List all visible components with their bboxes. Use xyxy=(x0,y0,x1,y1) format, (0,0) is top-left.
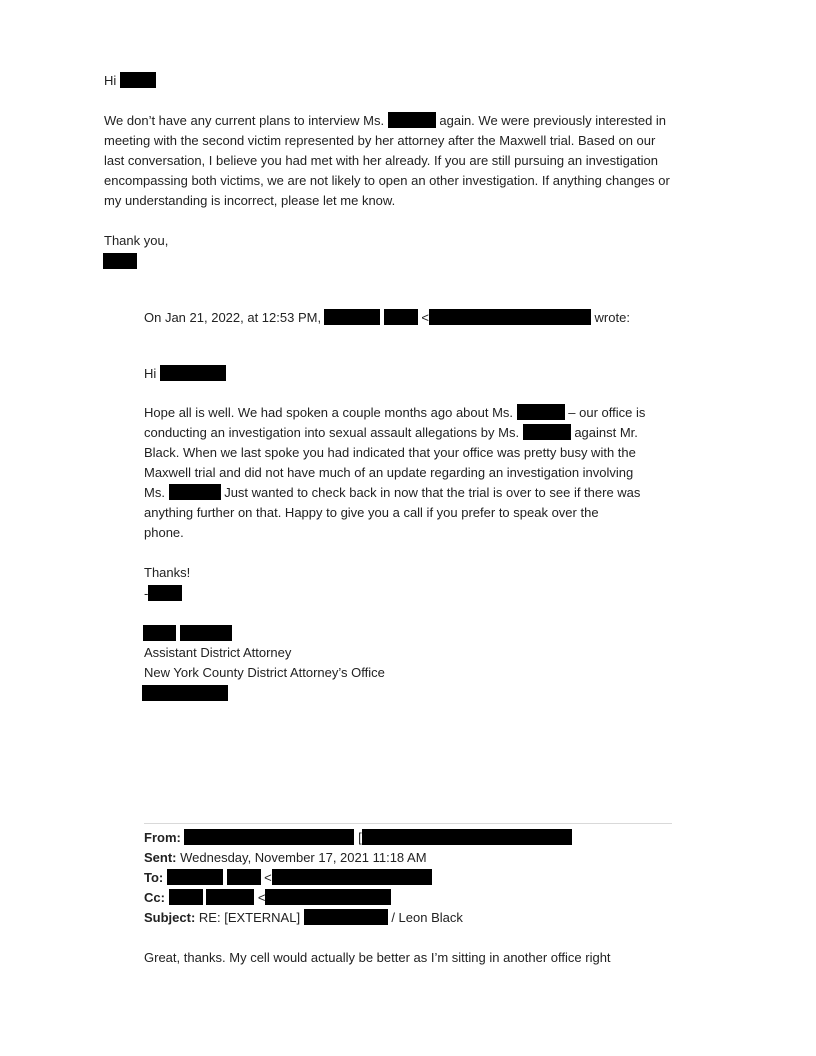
redaction-box xyxy=(167,869,223,885)
redaction-box xyxy=(180,625,232,641)
quoted-paragraph-line-2 xyxy=(144,423,638,443)
to-label: To: xyxy=(144,870,164,885)
reply-greeting-text: Hi xyxy=(104,73,117,88)
quoted-greeting-text: Hi xyxy=(144,366,157,381)
redaction-box xyxy=(517,404,565,420)
reply-paragraph-line-1 xyxy=(104,111,666,131)
subject-row xyxy=(144,908,463,928)
quoted-paragraph-line-7: phone. xyxy=(144,525,184,540)
from-bracket: [ xyxy=(358,830,362,845)
cc-bracket: < xyxy=(257,890,266,905)
reply-paragraph-line-3: last conversation, I believe you had met with her already. If you are still pursuing an investigation xyxy=(104,153,659,168)
cc-row xyxy=(144,888,391,908)
redaction-box xyxy=(523,424,571,440)
paragraph-text: – our office is xyxy=(568,405,646,420)
redaction-box xyxy=(148,585,182,601)
redaction-box xyxy=(206,889,254,905)
quoted-header-suffix: wrote: xyxy=(594,310,630,325)
quoted-header xyxy=(144,308,630,328)
signature-title: Assistant District Attorney xyxy=(144,645,292,660)
to-bracket: < xyxy=(264,870,272,885)
quoted-paragraph-line-1 xyxy=(144,403,645,423)
quoted-paragraph-line-5 xyxy=(144,483,640,503)
subject-prefix: RE: [EXTERNAL] xyxy=(198,910,301,925)
paragraph-text: Just wanted to check back in now that the trial is over to see if there was xyxy=(224,485,641,500)
signature-contact xyxy=(142,684,228,704)
quoted-signoff: Thanks! xyxy=(144,565,191,580)
quoted-header-prefix: On Jan 21, 2022, at 12:53 PM, xyxy=(144,310,322,325)
redaction-box xyxy=(388,112,436,128)
reply-signature-redaction xyxy=(103,252,137,272)
to-row xyxy=(144,868,432,888)
redaction-box xyxy=(169,484,221,500)
redaction-box xyxy=(362,829,572,845)
cc-label: Cc: xyxy=(144,890,165,905)
signature-dash: - xyxy=(144,586,149,601)
sent-label: Sent: xyxy=(144,850,177,865)
subject-label: Subject: xyxy=(144,910,196,925)
signature-office: New York County District Attorney’s Office xyxy=(144,665,385,680)
redaction-box xyxy=(143,625,176,641)
reply-paragraph-line-5: my understanding is incorrect, please let me know. xyxy=(104,193,396,208)
reply-greeting xyxy=(104,71,156,91)
redaction-box xyxy=(227,869,261,885)
subject-suffix: / Leon Black xyxy=(391,910,463,925)
quoted-paragraph-line-6: anything further on that. Happy to give you a call if you prefer to speak over the xyxy=(144,505,599,520)
signature-name xyxy=(143,624,232,644)
redaction-box xyxy=(304,909,388,925)
redaction-box xyxy=(272,869,432,885)
paragraph-text: Ms. xyxy=(144,485,165,500)
redaction-box xyxy=(429,309,591,325)
from-label: From: xyxy=(144,830,181,845)
redaction-box xyxy=(265,889,391,905)
reply-paragraph-line-2: meeting with the second victim represented by her attorney after the Maxwell trial. Based on our xyxy=(104,133,656,148)
from-row xyxy=(144,828,572,848)
message-divider xyxy=(144,823,672,824)
earlier-body-line-1: Great, thanks. My cell would actually be better as I’m sitting in another office right xyxy=(144,950,611,965)
sent-row xyxy=(144,848,427,868)
paragraph-text: conducting an investigation into sexual assault allegations by Ms. xyxy=(144,425,520,440)
redaction-box xyxy=(184,829,354,845)
reply-signoff: Thank you, xyxy=(104,233,169,248)
quoted-paragraph-line-3: Black. When we last spoke you had indicated that your office was pretty busy with the xyxy=(144,445,636,460)
quoted-sender-initial xyxy=(144,584,182,604)
reply-paragraph-line-4: encompassing both victims, we are not likely to open an other investigation. If anything changes or xyxy=(104,173,670,188)
redaction-box xyxy=(160,365,226,381)
paragraph-text: Hope all is well. We had spoken a couple months ago about Ms. xyxy=(144,405,514,420)
redaction-box xyxy=(142,685,228,701)
redaction-box xyxy=(324,309,380,325)
sent-value: Wednesday, November 17, 2021 11:18 AM xyxy=(180,850,427,865)
redaction-box xyxy=(103,253,137,269)
paragraph-text: again. We were previously interested in xyxy=(439,113,667,128)
redaction-box xyxy=(120,72,156,88)
redaction-box xyxy=(384,309,418,325)
quoted-greeting xyxy=(144,364,226,384)
quoted-header-bracket: < xyxy=(421,310,429,325)
quoted-paragraph-line-4: Maxwell trial and did not have much of an update regarding an investigation involving xyxy=(144,465,634,480)
paragraph-text: We don’t have any current plans to interview Ms. xyxy=(104,113,385,128)
redaction-box xyxy=(169,889,203,905)
paragraph-text: against Mr. xyxy=(574,425,638,440)
